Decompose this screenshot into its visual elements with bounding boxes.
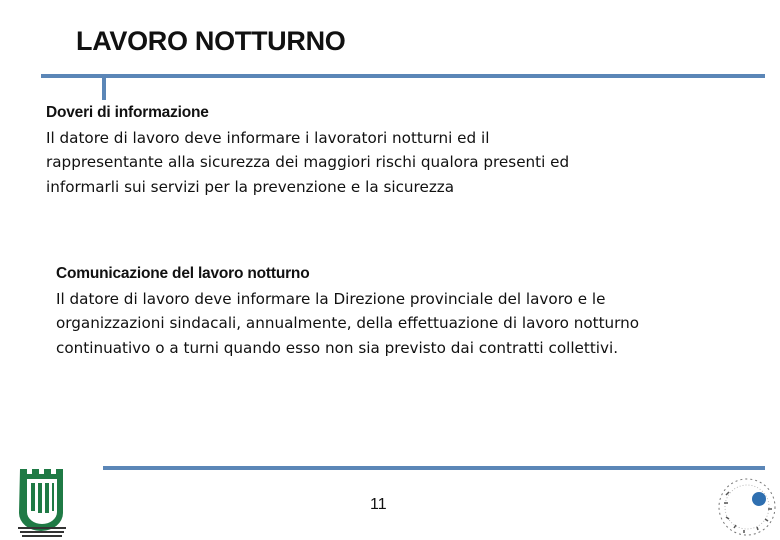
section-duties-of-information	[46, 101, 746, 199]
section-text-line: informarli sui servizi per la prevenzione e la sicurezza	[46, 177, 455, 196]
seal-logo-icon	[714, 473, 780, 540]
university-logo-icon	[14, 465, 70, 540]
top-divider	[41, 74, 765, 78]
section-heading: Comunicazione del lavoro notturno	[56, 265, 310, 282]
section-heading: Doveri di informazione	[46, 104, 209, 121]
section-text-line: continuativo o a turni quando esso non sia previsto dai contratti collettivi.	[56, 338, 619, 357]
bottom-divider	[103, 466, 765, 470]
section-text-line: organizzazioni sindacali, annualmente, della effettuazione di lavoro notturno	[56, 314, 640, 332]
top-divider-tick	[102, 78, 106, 100]
section-night-work-communication	[56, 262, 756, 360]
section-text-line: Il datore di lavoro deve informare la Direzione provinciale del lavoro e le	[56, 289, 606, 308]
section-text-line: Il datore di lavoro deve informare i lavoratori notturni ed il	[46, 128, 490, 147]
page-number: 11	[370, 496, 387, 513]
slide-title: LAVORO NOTTURNO	[76, 26, 346, 56]
section-text-line: rappresentante alla sicurezza dei maggiori rischi qualora presenti ed	[46, 153, 570, 171]
